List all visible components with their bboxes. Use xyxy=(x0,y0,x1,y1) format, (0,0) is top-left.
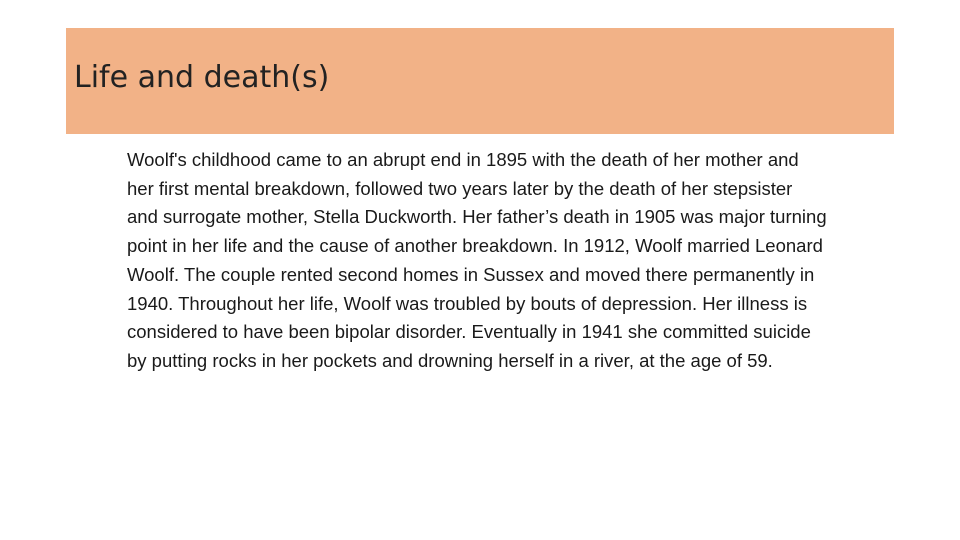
slide-title: Life and death(s) xyxy=(74,60,330,95)
slide-body-text: Woolf's childhood came to an abrupt end in 1895 with the death of her mother and her first mental breakdown, followed two years later by the death of her stepsister and surrogate mother, Stella Duckworth. Her father’s death in 1905 was major turning point in her life and the cause of another breakdown. In 1912, Woolf married Leonard Woolf. The couple rented second homes in Sussex and moved there permanently in 1940. Throughout her life, Woolf was troubled by bouts of depression. Her illness is considered to have been bipolar disorder. Eventually in 1941 she committed suicide by putting rocks in her pockets and drowning herself in a river, at the age of 59. xyxy=(127,149,827,371)
title-band xyxy=(66,28,894,134)
